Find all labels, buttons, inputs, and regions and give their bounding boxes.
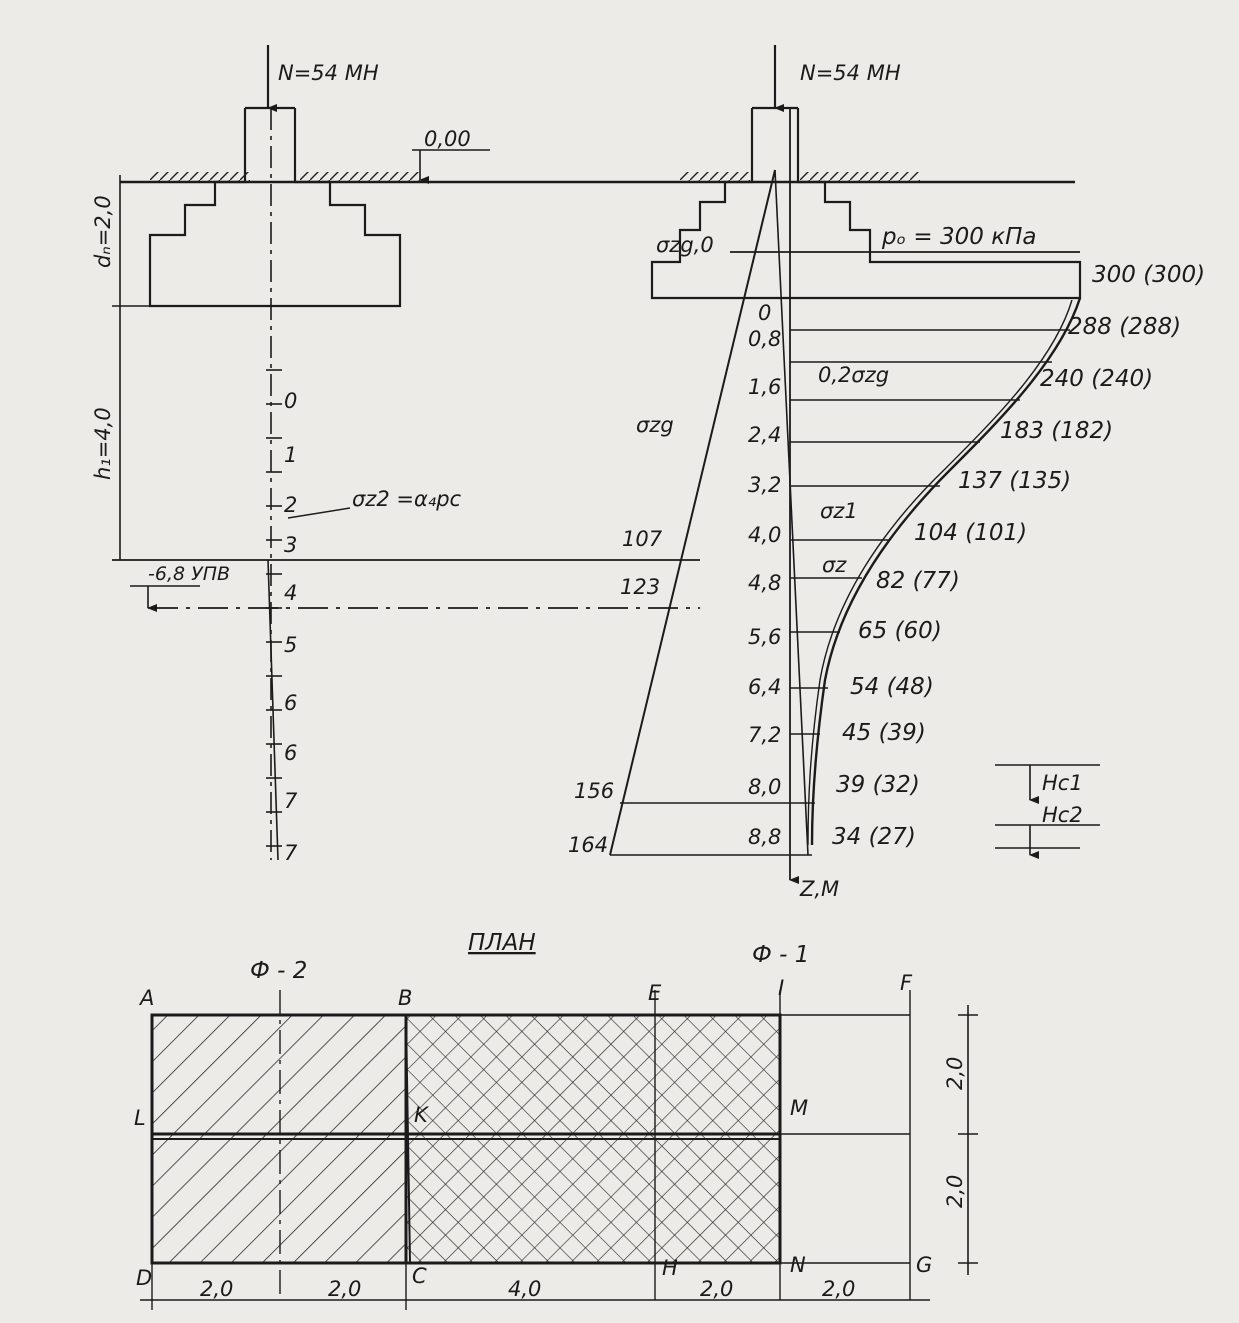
stress-value: 82 (77): [876, 568, 960, 594]
dim-right: 2,0: [943, 1174, 967, 1208]
dim-bottom: 2,0: [822, 1277, 856, 1301]
sigma-z1-label: σz1: [820, 499, 858, 523]
right-foundation-section: [610, 45, 1100, 880]
left-load-label: N=54 MH: [278, 61, 379, 85]
stress-value: 137 (135): [958, 468, 1072, 494]
point-c: C: [412, 1264, 427, 1288]
sigma-zg-line: [610, 170, 775, 855]
point-number: 2: [284, 493, 298, 517]
f1-caption: Ф - 1: [752, 942, 810, 968]
stress-value: 54 (48): [850, 674, 934, 700]
point-b: B: [398, 986, 413, 1010]
point-n: N: [790, 1253, 806, 1277]
depth-label: 1,6: [748, 375, 782, 399]
left-tick-marks: [266, 370, 282, 846]
f2-caption: Ф - 2: [250, 958, 308, 984]
point-l: L: [134, 1106, 146, 1130]
stress-value: 45 (39): [842, 720, 926, 746]
depth-label: 0: [758, 301, 772, 325]
depth-label: 8,8: [748, 825, 782, 849]
zg-value: 164: [568, 833, 609, 857]
ground-level-label: 0,00: [424, 127, 471, 151]
stress-value: 39 (32): [836, 772, 920, 798]
plan-drawing: [140, 990, 978, 1310]
pressure-p0-label: pₒ = 300 кПа: [882, 224, 1037, 250]
point-h: H: [662, 1256, 678, 1280]
water-level-label: -6,8 УПВ: [148, 563, 231, 585]
point-e: E: [648, 981, 662, 1005]
point-d: D: [136, 1266, 153, 1290]
stress-value: 104 (101): [914, 520, 1028, 546]
zg-value: 123: [620, 575, 661, 599]
depth-label: 4,8: [748, 571, 782, 595]
dim-bottom: 4,0: [508, 1277, 542, 1301]
point-i: I: [778, 976, 785, 1000]
plan-title: ПЛАН: [468, 930, 536, 956]
point-a: A: [140, 986, 155, 1010]
left-footing-outline: [150, 108, 400, 306]
depth-label: 0,8: [748, 327, 782, 351]
zg-value: 156: [574, 779, 615, 803]
depth-label: 3,2: [748, 473, 782, 497]
stress-value: 300 (300): [1092, 262, 1206, 288]
dim-bottom: 2,0: [700, 1277, 734, 1301]
depth-label: 8,0: [748, 775, 782, 799]
point-m: M: [790, 1096, 809, 1120]
stress-value-labels: [832, 262, 1205, 850]
point-g: G: [916, 1253, 933, 1277]
sigma-z-label: σz: [822, 553, 847, 577]
right-load-label: N=54 MH: [800, 61, 901, 85]
point-number: 1: [284, 443, 298, 467]
sigma-zg0-label: σzg,0: [656, 233, 714, 257]
stress-value: 34 (27): [832, 824, 916, 850]
stress-value: 288 (288): [1068, 314, 1182, 340]
dim-bottom: 2,0: [328, 1277, 362, 1301]
stress-value: 240 (240): [1040, 366, 1154, 392]
left-point-numbers: [284, 389, 298, 865]
left-foundation-section: [112, 45, 1075, 860]
dim-bottom: 2,0: [200, 1277, 234, 1301]
point-number: 0: [284, 389, 298, 413]
point-k: K: [414, 1103, 428, 1127]
sigma-zg-label: σzg: [636, 413, 674, 437]
depth-dn-label: dₙ=2,0: [91, 195, 115, 268]
point-number: 5: [284, 633, 298, 657]
depth-label: 2,4: [748, 423, 782, 447]
right-footing-outline: [652, 108, 1080, 298]
point-number: 7: [284, 841, 298, 865]
depth-label: 4,0: [748, 523, 782, 547]
stress-value: 183 (182): [1000, 418, 1114, 444]
depth-label: 5,6: [748, 625, 782, 649]
point-number: 6: [284, 741, 298, 765]
hc2-label: Hc2: [1042, 803, 1083, 827]
point-number: 6: [284, 691, 298, 715]
point-number: 7: [284, 789, 298, 813]
depth-label: 6,4: [748, 675, 782, 699]
depth-label: 7,2: [748, 723, 782, 747]
hc1-label: Hc1: [1042, 771, 1083, 795]
layer-h1-label: h₁=4,0: [91, 407, 115, 480]
zg-value: 107: [622, 527, 663, 551]
dim-right: 2,0: [943, 1056, 967, 1090]
point-number: 3: [284, 533, 298, 557]
z-axis-label: Z,M: [800, 877, 840, 901]
sigma-02-line: [775, 170, 808, 855]
point-f: F: [900, 971, 913, 995]
point-number: 4: [284, 581, 298, 605]
sigma-02-label: 0,2σzg: [818, 363, 890, 387]
depth-labels: [748, 301, 781, 849]
sigma-z2-label: σz2 =α₄pᴄ: [352, 487, 462, 511]
stress-value: 65 (60): [858, 618, 942, 644]
